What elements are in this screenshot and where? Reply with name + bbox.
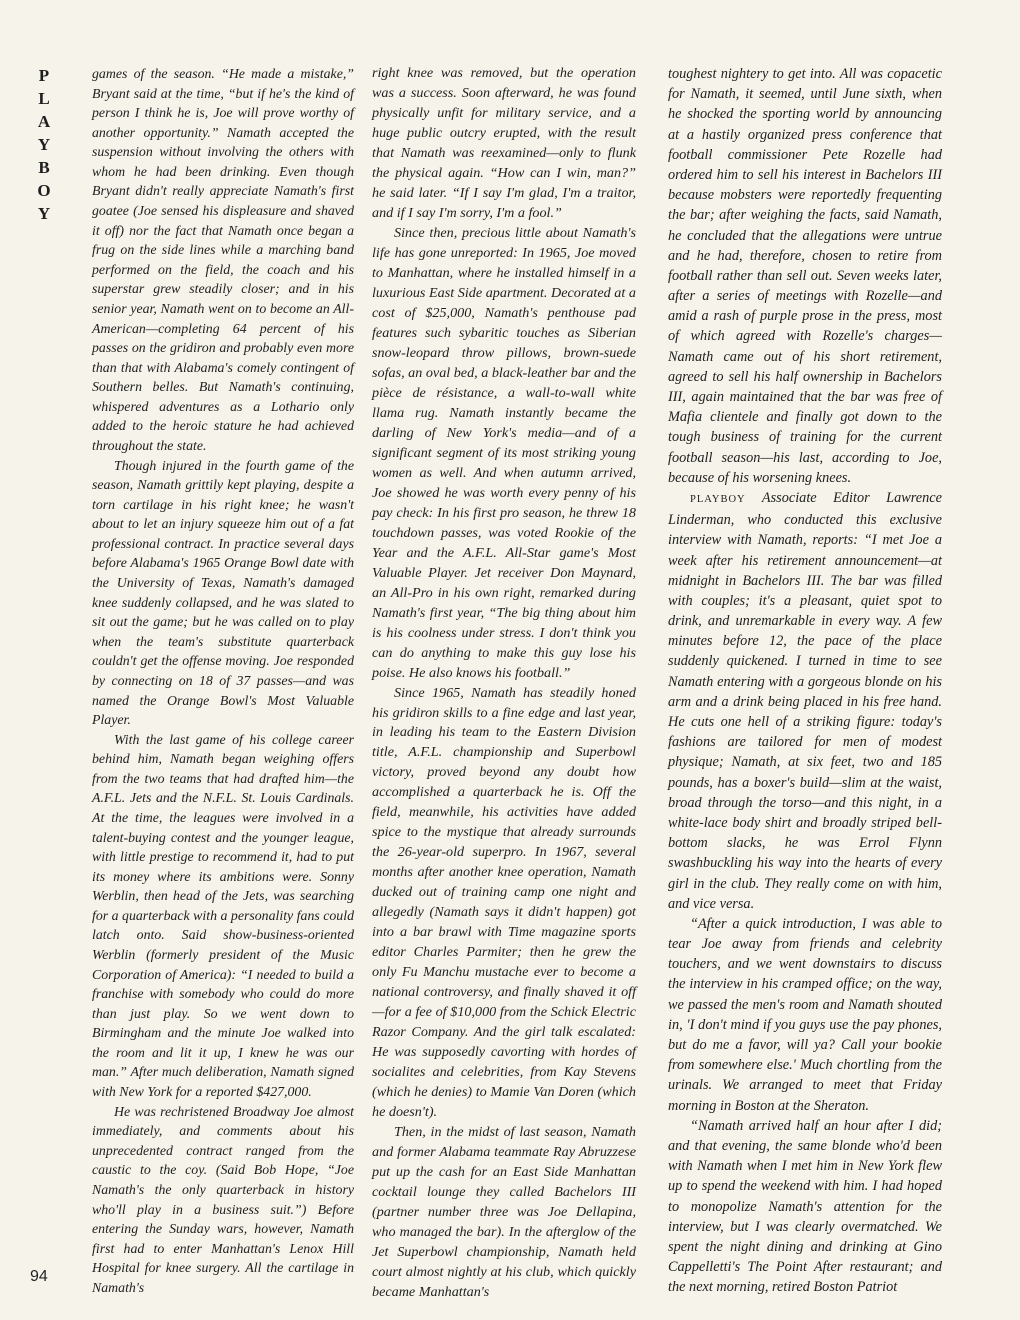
paragraph: “Namath arrived half an hour after I did; and that evening, the same blonde who'd been with Namath when I met him in New York flew up to spend the weekend with him. I had hoped to monopolize Namath's attention for the interview, but I was clearly overmatched. We spent the night dining and drinking at Gino Cappelletti's The Point After restaurant; and the next morning, retired Boston Patriot — [668, 1117, 942, 1296]
paragraph: toughest nightery to get into. All was copacetic for Namath, it seemed, until June sixth, when he shocked the sporting world by announcing at a hastily organized press conference that football commissioner Pete Rozelle had ordered him to sell his interest in Bachelors III because mobsters were reportedly frequenting the bar; after weighing the facts, said Namath, he concluded that the allegations were untrue and he had, therefore, chosen to retire from football rather than sell out. Seven weeks later, after a series of meetings with Rozelle—and amid a rash of purple prose in the press, most of which agreed with Rozelle's charges—Namath came out of his short retirement, agreed to sell his half ownership in Bachelors III, again maintained that the bar was free of Mafia clientele and finally got down to the tough business of training for the current football season—his last, according to Joe, because of his worsening knees. — [668, 66, 942, 486]
masthead-letter: P — [38, 66, 50, 85]
paragraph — [668, 488, 942, 914]
masthead-letter: B — [38, 158, 50, 177]
paragraph: “After a quick introduction, I was able to tear Joe away from friends and celebrity touchers, and we went downstairs to discuss the interview in his cramped office; on the way, we passed the men's room and Namath shouted in, 'I don't mind if you guys use the pay phones, but do me a favor, will ya? Call your bookie from somewhere else.' Much chortling from the urinals. We arranged to meet that Friday morning in Boston at the Sheraton. — [668, 915, 942, 1114]
paragraph: games of the season. “He made a mistake,” Bryant said at the time, “but if he's the kind of person I think he is, Joe will prove worthy of another opportunity.” Namath accepted the suspension without involving the others with whom he had been drinking. Even though Bryant didn't really appreciate Namath's first goatee (Joe sensed his displeasure and shaved it off) nor the fact that Namath once began a frug on the side lines while a marching band performed on the field, the coach and his superstar grew steadily closer; and in his senior year, Namath went on to become an All-American—completing 64 percent of his passes on the gridiron and probably even more than that with Alabama's comely contingent of Southern belles. But Namath's continuing, whispered adventures as a Lothario only added to the heroic stature he had achieved throughout the state. — [92, 66, 354, 453]
paragraph: right knee was removed, but the operation was a success. Soon afterward, he was found physically unfit for military service, and a huge public outcry erupted, with the result that Namath was reexamined—only to flunk the physical again. “How can I win, man?” he said later. “If I say I'm glad, I'm a traitor, and if I say I'm sorry, I'm a fool.” — [372, 65, 636, 221]
paragraph-lead-in: PLAYBOY — [690, 493, 746, 505]
magazine-masthead — [32, 64, 56, 225]
paragraph-body: Associate Editor Lawrence Linderman, who conducted this exclusive interview with Namath, reports: “I met Joe a week after his retirement announcement—at midnight in Bachelors III. The bar was filled with couples; it's a pleasant, quiet spot to drink, and unremarkable in every way. A few minutes before 12, the pace of the place suddenly quickened. I turned in time to see Namath entering with a gorgeous blonde on his arm and a drink being placed in his free hand. He cuts one hell of a striking figure: today's fashions are tailored for men of modest physique; Namath, at six feet, two and 185 pounds, has a boxer's build—slim at the waist, broad through the torso—and this night, in a white-lace body shirt and broadly striped bell-bottom slacks, he was Errol Flynn swashbuckling his way into the hearts of every girl in the club. They really come on with him, and vice versa. — [668, 489, 942, 912]
paragraph: Though injured in the fourth game of the season, Namath grittily kept playing, despite a torn cartilage in his right knee; he wasn't about to let an injury squeeze him out of a fat professional contract. In practice several days before Alabama's 1965 Orange Bowl date with the University of Texas, Namath's damaged knee suddenly collapsed, and he was slated to sit out the game; but he was called on to play when the team's substitute quarterback couldn't get the offense moving. Joe responded by connecting on 18 of 37 passes—and was named the Orange Bowl's Most Valuable Player. — [92, 457, 354, 728]
paragraph: Since then, precious little about Namath's life has gone unreported: In 1965, Joe moved to Manhattan, where he installed himself in a luxurious East Side apartment. Decorated at a cost of $25,000, Namath's penthouse pad features such sybaritic touches as Siberian snow-leopard throw pillows, brown-suede sofas, an oval bed, a black-leather bar and the pièce de résistance, a wall-to-wall white llama rug. Namath instantly became the darling of New York's media—and of a significant segment of its most striking young women as well. And when autumn arrived, Joe showed he was worth every penny of his pay check: In his first pro season, he threw 18 touchdown passes, was voted Rookie of the Year and the A.F.L. All-Star game's Most Valuable Player. Jet receiver Don Maynard, an All-Pro in his own right, remarked during Namath's first year, “The big thing about him is his coolness under stress. I don't think you can do anything to make this guy lose his poise. He also knows his football.” — [372, 224, 636, 681]
masthead-letter: O — [37, 181, 51, 200]
text-column-1 — [92, 64, 354, 1297]
masthead-letter: Y — [37, 204, 51, 223]
masthead-letter: Y — [37, 135, 51, 154]
paragraph: He was rechristened Broadway Joe almost immediately, and comments about his unprecedented contract ranged from the caustic to the coy. (Said Bob Hope, “Joe Namath's the only quarterback in history who'll play in a business suit.”) Before entering the Sunday wars, however, Namath first had to enter Manhattan's Lenox Hill Hospital for knee surgery. All the cartilage in Namath's — [92, 1103, 354, 1295]
masthead-letter: L — [38, 89, 50, 108]
masthead-letter: A — [37, 112, 51, 131]
text-column-3 — [668, 64, 942, 1297]
paragraph: Since 1965, Namath has steadily honed his gridiron skills to a fine edge and last year, in leading his team to the Eastern Division title, A.F.L. championship and Superbowl victory, proved beyond any doubt how accomplished a quarterback he is. Off the field, meanwhile, his activities have added spice to the mystique that already surrounds the 26-year-old superpro. In 1967, several months after another knee operation, Namath ducked out of training camp one night and allegedly (Namath says it didn't happen) got into a bar brawl with Time magazine sports editor Charles Parmiter; then he grew the only Fu Manchu mustache ever to become a national controversy, and finally shaved it off—for a fee of $10,000 from the Schick Electric Razor Company. And the girl talk escalated: He was supposedly cavorting with hordes of socialites and celebrities, from Kay Stevens (which he denies) to Mamie Van Doren (which he doesn't). — [372, 684, 636, 1121]
page-number: 94 — [30, 1268, 48, 1285]
paragraph: With the last game of his college career behind him, Namath began weighing offers from the two teams that had drafted him—the A.F.L. Jets and the N.F.L. St. Louis Cardinals. At the time, the leagues were involved in a talent-buying contest and the younger league, with little prestige to recommend it, had to put its money where its ambitions were. Sonny Werblin, then head of the Jets, was searching for a quarterback with a personality fans could latch onto. Said show-business-oriented Werblin (formerly president of the Music Corporation of America): “I needed to build a franchise with somebody who could do more than just play. So we went down to Birmingham and the minute Joe walked into the room and lit it up, I knew he was our man.” After much deliberation, Namath signed with New York for a reported $427,000. — [92, 731, 354, 1100]
paragraph: Then, in the midst of last season, Namath and former Alabama teammate Ray Abruzzese put up the cash for an East Side Manhattan cocktail lounge they called Bachelors III (partner number three was Joe Dellapina, who managed the bar). In the afterglow of the Jet Superbowl championship, Namath held court almost nightly at his club, which quickly became Manhattan's — [372, 1124, 636, 1301]
text-column-2 — [372, 64, 636, 1303]
